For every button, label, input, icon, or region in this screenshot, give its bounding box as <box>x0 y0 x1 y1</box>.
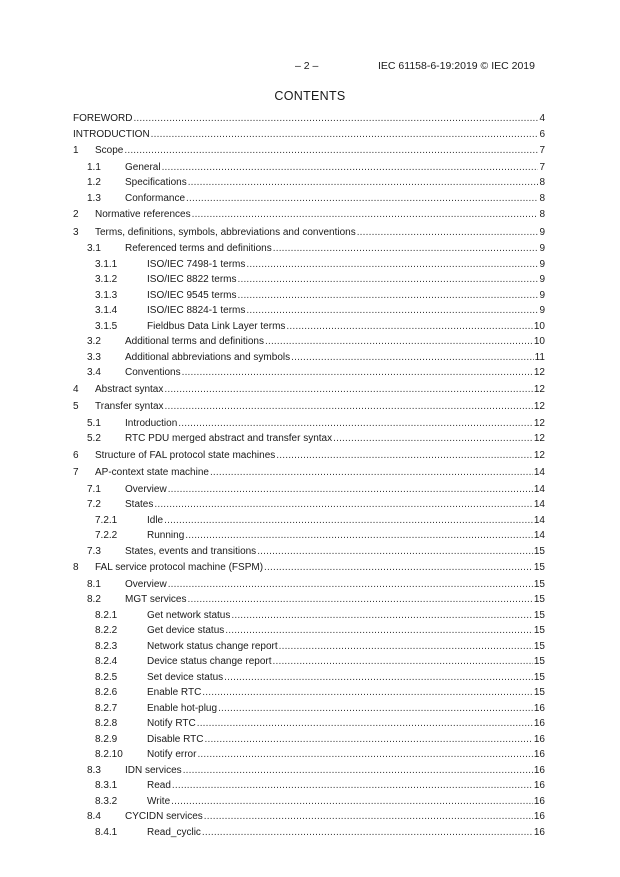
toc-entry-number: 8.2.5 <box>95 671 118 683</box>
toc-entry-number: 3.3 <box>87 351 101 363</box>
toc-entry-page: 16 <box>533 718 545 729</box>
toc-dot-leader <box>204 809 533 825</box>
toc-entry-number: 5.1 <box>87 417 101 429</box>
toc-entry-number: 1.1 <box>87 161 101 173</box>
toc-entry[interactable] <box>73 763 545 779</box>
toc-entry-title: IDN services <box>125 764 182 776</box>
toc-dot-leader <box>231 608 533 624</box>
toc-entry-page: 10 <box>533 320 545 332</box>
toc-entry-number: 8.4.1 <box>95 826 118 838</box>
toc-dot-leader <box>192 206 539 224</box>
toc-entry-number: 3.1 <box>87 243 101 254</box>
toc-dot-leader <box>273 654 533 670</box>
toc-dot-leader <box>197 747 532 763</box>
toc-entry-page: 12 <box>533 417 545 429</box>
toc-entry-page: 8 <box>539 192 545 204</box>
toc-entry[interactable] <box>73 447 545 465</box>
toc-entry[interactable] <box>73 701 545 717</box>
toc-entry[interactable] <box>73 191 545 207</box>
table-of-contents <box>73 111 545 840</box>
toc-entry-number: 3.1.5 <box>95 320 118 332</box>
toc-entry-page: 15 <box>533 640 545 652</box>
toc-entry-title: Conventions <box>125 367 181 378</box>
toc-entry-title: Disable RTC <box>147 733 204 745</box>
toc-entry-number: 3.1.2 <box>95 274 118 285</box>
toc-entry-number: 6 <box>73 449 79 461</box>
toc-entry-number: 8 <box>73 562 79 573</box>
toc-entry-number: 8.2.4 <box>95 656 118 667</box>
toc-entry[interactable] <box>73 778 545 794</box>
toc-entry-number: 8.2.2 <box>95 625 118 636</box>
toc-dot-leader <box>168 482 533 498</box>
toc-dot-leader <box>178 416 533 432</box>
toc-entry-number: 7.1 <box>87 483 101 495</box>
toc-entry[interactable] <box>73 685 545 701</box>
toc-dot-leader <box>182 365 533 381</box>
toc-entry-page: 14 <box>533 499 545 510</box>
toc-entry-page: 16 <box>533 733 545 745</box>
toc-dot-leader <box>237 272 538 288</box>
toc-entry-page: 9 <box>539 226 545 238</box>
toc-entry-title: Additional terms and definitions <box>125 336 264 347</box>
toc-entry[interactable] <box>73 809 545 825</box>
toc-entry-page: 15 <box>533 594 545 605</box>
toc-entry-number: 8.2 <box>87 594 101 605</box>
toc-entry-page: 15 <box>533 562 545 573</box>
toc-entry-number: 8.4 <box>87 811 101 822</box>
toc-entry-title: RTC PDU merged abstract and transfer syntax <box>125 433 333 444</box>
toc-entry-number: 7.2.1 <box>95 514 118 526</box>
toc-entry-page: 16 <box>533 795 545 807</box>
toc-entry[interactable] <box>73 381 545 399</box>
toc-entry-number: 1.2 <box>87 177 101 188</box>
toc-entry-title: FOREWORD <box>73 113 133 124</box>
toc-dot-leader <box>265 334 533 350</box>
toc-entry-page: 14 <box>533 514 545 526</box>
toc-entry-number: 7 <box>73 467 79 478</box>
toc-entry-title: FAL service protocol machine (FSPM) <box>95 562 264 573</box>
toc-entry-number: 7.2 <box>87 499 101 510</box>
toc-entry[interactable] <box>73 732 545 748</box>
page-number: – 2 – <box>295 60 319 72</box>
toc-entry-title: ISO/IEC 9545 terms <box>147 289 237 301</box>
toc-entry-title: Additional abbreviations and symbols <box>125 351 291 363</box>
toc-entry[interactable] <box>73 257 545 273</box>
toc-entry-title: Notify RTC <box>147 718 196 729</box>
toc-entry-page: 14 <box>533 467 545 478</box>
toc-entry[interactable] <box>73 639 545 655</box>
toc-entry-number: 3.2 <box>87 336 101 347</box>
toc-entry-title: Introduction <box>125 417 178 429</box>
toc-entry-number: 1.3 <box>87 192 101 204</box>
toc-entry[interactable] <box>73 528 545 544</box>
toc-entry-title: States <box>125 499 154 510</box>
toc-entry-number: 5 <box>73 401 79 412</box>
toc-entry[interactable] <box>73 127 545 143</box>
toc-entry[interactable] <box>73 482 545 498</box>
toc-entry-page: 16 <box>533 811 545 822</box>
toc-entry-title: States, events and transitions <box>125 545 257 557</box>
toc-dot-leader <box>133 111 538 127</box>
toc-entry[interactable] <box>73 825 545 841</box>
toc-dot-leader <box>183 763 533 779</box>
toc-entry-page: 12 <box>533 433 545 444</box>
toc-entry-page: 10 <box>533 336 545 347</box>
toc-entry[interactable] <box>73 497 545 513</box>
toc-dot-leader <box>224 670 533 686</box>
toc-entry-number: 3.1.3 <box>95 289 118 301</box>
toc-entry-title: Read <box>147 780 171 791</box>
toc-entry-page: 14 <box>533 483 545 495</box>
toc-entry-title: Enable RTC <box>147 687 202 698</box>
toc-entry-number: 8.3.2 <box>95 795 118 807</box>
toc-entry-number: 8.2.6 <box>95 687 118 698</box>
toc-dot-leader <box>276 447 533 465</box>
toc-dot-leader <box>246 303 538 319</box>
toc-entry-title: Transfer syntax <box>95 401 164 412</box>
toc-entry-number: 8.2.1 <box>95 609 118 621</box>
toc-entry[interactable] <box>73 206 545 224</box>
toc-entry[interactable] <box>73 272 545 288</box>
toc-dot-leader <box>188 175 539 191</box>
toc-entry-number: 7.3 <box>87 545 101 557</box>
toc-dot-leader <box>218 701 533 717</box>
toc-dot-leader <box>171 794 533 810</box>
toc-entry-title: AP-context state machine <box>95 467 209 478</box>
toc-entry-number: 8.2.9 <box>95 733 118 745</box>
toc-dot-leader <box>168 577 533 593</box>
toc-entry[interactable] <box>73 464 545 482</box>
toc-entry-page: 15 <box>533 625 545 636</box>
toc-dot-leader <box>124 142 538 160</box>
toc-entry-page: 15 <box>533 687 545 698</box>
toc-entry-title: Enable hot-plug <box>147 702 218 714</box>
toc-entry[interactable] <box>73 654 545 670</box>
toc-entry[interactable] <box>73 513 545 529</box>
toc-entry-title: Device status change report <box>147 656 272 667</box>
toc-dot-leader <box>154 497 533 513</box>
toc-entry-number: 8.3.1 <box>95 780 118 791</box>
toc-entry-page: 12 <box>533 401 545 412</box>
toc-entry-title: Scope <box>95 145 124 156</box>
toc-dot-leader <box>246 257 538 273</box>
toc-entry-page: 16 <box>533 780 545 791</box>
toc-entry-number: 3.1.1 <box>95 258 118 270</box>
toc-entry-title: Running <box>147 530 185 541</box>
toc-entry-page: 8 <box>539 177 545 188</box>
toc-entry-title: Abstract syntax <box>95 383 164 395</box>
toc-entry-title: Network status change report <box>147 640 278 652</box>
toc-entry-page: 9 <box>539 258 545 270</box>
toc-entry-number: 7.2.2 <box>95 530 118 541</box>
toc-entry-title: Read_cyclic <box>147 826 201 838</box>
document-reference: IEC 61158-6-19:2019 © IEC 2019 <box>378 60 535 72</box>
toc-entry-title: Terms, definitions, symbols, abbreviations and conventions <box>95 226 356 238</box>
toc-entry-page: 12 <box>533 367 545 378</box>
toc-entry-title: Get device status <box>147 625 225 636</box>
toc-entry-page: 9 <box>539 289 545 301</box>
toc-entry[interactable] <box>73 592 545 608</box>
toc-entry-page: 4 <box>539 113 545 124</box>
toc-entry-title: Structure of FAL protocol state machines <box>95 449 276 461</box>
toc-entry-title: Get network status <box>147 609 231 621</box>
toc-entry-page: 16 <box>533 702 545 714</box>
toc-entry-number: 8.2.3 <box>95 640 118 652</box>
toc-entry-page: 9 <box>539 274 545 285</box>
toc-entry-page: 7 <box>539 145 545 156</box>
toc-entry[interactable] <box>73 608 545 624</box>
toc-entry[interactable] <box>73 559 545 577</box>
toc-entry-page: 8 <box>539 209 545 220</box>
toc-entry[interactable] <box>73 319 545 335</box>
toc-entry-page: 15 <box>533 671 545 683</box>
toc-dot-leader <box>225 623 533 639</box>
toc-entry[interactable] <box>73 288 545 304</box>
toc-entry[interactable] <box>73 577 545 593</box>
toc-dot-leader <box>165 398 533 416</box>
toc-entry[interactable] <box>73 334 545 350</box>
toc-dot-leader <box>273 241 539 257</box>
toc-dot-leader <box>188 592 533 608</box>
toc-entry[interactable] <box>73 623 545 639</box>
toc-entry-title: General <box>125 161 161 173</box>
toc-dot-leader <box>291 350 534 366</box>
toc-entry[interactable] <box>73 716 545 732</box>
toc-entry-number: 8.3 <box>87 764 101 776</box>
toc-entry-title: Overview <box>125 483 167 495</box>
toc-entry-page: 16 <box>533 749 545 760</box>
toc-dot-leader <box>333 431 533 447</box>
toc-entry-number: 5.2 <box>87 433 101 444</box>
toc-entry-page: 6 <box>539 128 545 140</box>
toc-entry-page: 15 <box>533 656 545 667</box>
toc-entry-page: 12 <box>533 449 545 461</box>
toc-entry-page: 12 <box>533 383 545 395</box>
toc-entry-page: 15 <box>533 545 545 557</box>
toc-entry-title: Fieldbus Data Link Layer terms <box>147 320 286 332</box>
toc-entry-page: 15 <box>533 578 545 590</box>
toc-dot-leader <box>202 685 533 701</box>
toc-entry-title: Write <box>147 795 171 807</box>
page-header <box>0 60 620 74</box>
toc-entry-number: 8.2.7 <box>95 702 118 714</box>
toc-entry-title: Notify error <box>147 749 197 760</box>
toc-entry-page: 16 <box>533 826 545 838</box>
toc-entry-title: Referenced terms and definitions <box>125 243 272 254</box>
toc-entry-title: Specifications <box>125 177 187 188</box>
toc-entry-title: ISO/IEC 7498-1 terms <box>147 258 246 270</box>
toc-dot-leader <box>257 544 533 560</box>
toc-entry-page: 9 <box>539 243 545 254</box>
toc-entry-number: 3.1.4 <box>95 305 118 316</box>
toc-entry-title: ISO/IEC 8822 terms <box>147 274 237 285</box>
toc-entry-number: 8.2.8 <box>95 718 118 729</box>
toc-entry-page: 11 <box>534 351 545 363</box>
toc-dot-leader <box>172 778 533 794</box>
toc-entry-title: Normative references <box>95 209 191 220</box>
toc-entry[interactable] <box>73 431 545 447</box>
toc-entry[interactable] <box>73 365 545 381</box>
toc-entry-page: 16 <box>533 764 545 776</box>
toc-entry-title: INTRODUCTION <box>73 128 150 140</box>
toc-entry[interactable] <box>73 224 545 242</box>
toc-entry-title: ISO/IEC 8824-1 terms <box>147 305 246 316</box>
toc-entry[interactable] <box>73 747 545 763</box>
toc-entry-number: 2 <box>73 209 79 220</box>
toc-entry[interactable] <box>73 241 545 257</box>
toc-entry[interactable] <box>73 111 545 127</box>
toc-entry-title: MGT services <box>125 594 187 605</box>
toc-dot-leader <box>164 513 533 529</box>
toc-dot-leader <box>151 127 539 143</box>
toc-dot-leader <box>264 559 533 577</box>
toc-entry-title: Conformance <box>125 192 186 204</box>
toc-dot-leader <box>186 191 538 207</box>
toc-entry[interactable] <box>73 670 545 686</box>
toc-entry[interactable] <box>73 160 545 176</box>
toc-dot-leader <box>205 732 533 748</box>
toc-entry-number: 1 <box>73 145 79 156</box>
toc-dot-leader <box>202 825 533 841</box>
toc-dot-leader <box>279 639 533 655</box>
toc-dot-leader <box>286 319 532 335</box>
toc-entry-number: 8.1 <box>87 578 101 590</box>
toc-entry-title: Set device status <box>147 671 224 683</box>
toc-entry-number: 4 <box>73 383 79 395</box>
toc-entry[interactable] <box>73 398 545 416</box>
toc-entry-page: 7 <box>539 161 545 173</box>
toc-entry-number: 3.4 <box>87 367 101 378</box>
toc-dot-leader <box>210 464 533 482</box>
toc-entry[interactable] <box>73 416 545 432</box>
toc-entry-title: Overview <box>125 578 167 590</box>
toc-entry[interactable] <box>73 794 545 810</box>
toc-dot-leader <box>162 160 539 176</box>
toc-entry-number: 3 <box>73 226 79 238</box>
toc-entry-page: 9 <box>539 305 545 316</box>
toc-entry-page: 15 <box>533 609 545 621</box>
toc-entry[interactable] <box>73 175 545 191</box>
toc-entry-number: 8.2.10 <box>95 749 123 760</box>
toc-dot-leader <box>237 288 538 304</box>
toc-dot-leader <box>164 381 533 399</box>
toc-entry[interactable] <box>73 142 545 160</box>
toc-dot-leader <box>357 224 539 242</box>
toc-entry-page: 14 <box>533 530 545 541</box>
toc-dot-leader <box>197 716 533 732</box>
toc-entry-title: CYCIDN services <box>125 811 203 822</box>
contents-title: CONTENTS <box>274 89 346 103</box>
toc-entry[interactable] <box>73 303 545 319</box>
toc-entry[interactable] <box>73 350 545 366</box>
toc-entry[interactable] <box>73 544 545 560</box>
toc-entry-title: Idle <box>147 514 164 526</box>
toc-dot-leader <box>185 528 533 544</box>
